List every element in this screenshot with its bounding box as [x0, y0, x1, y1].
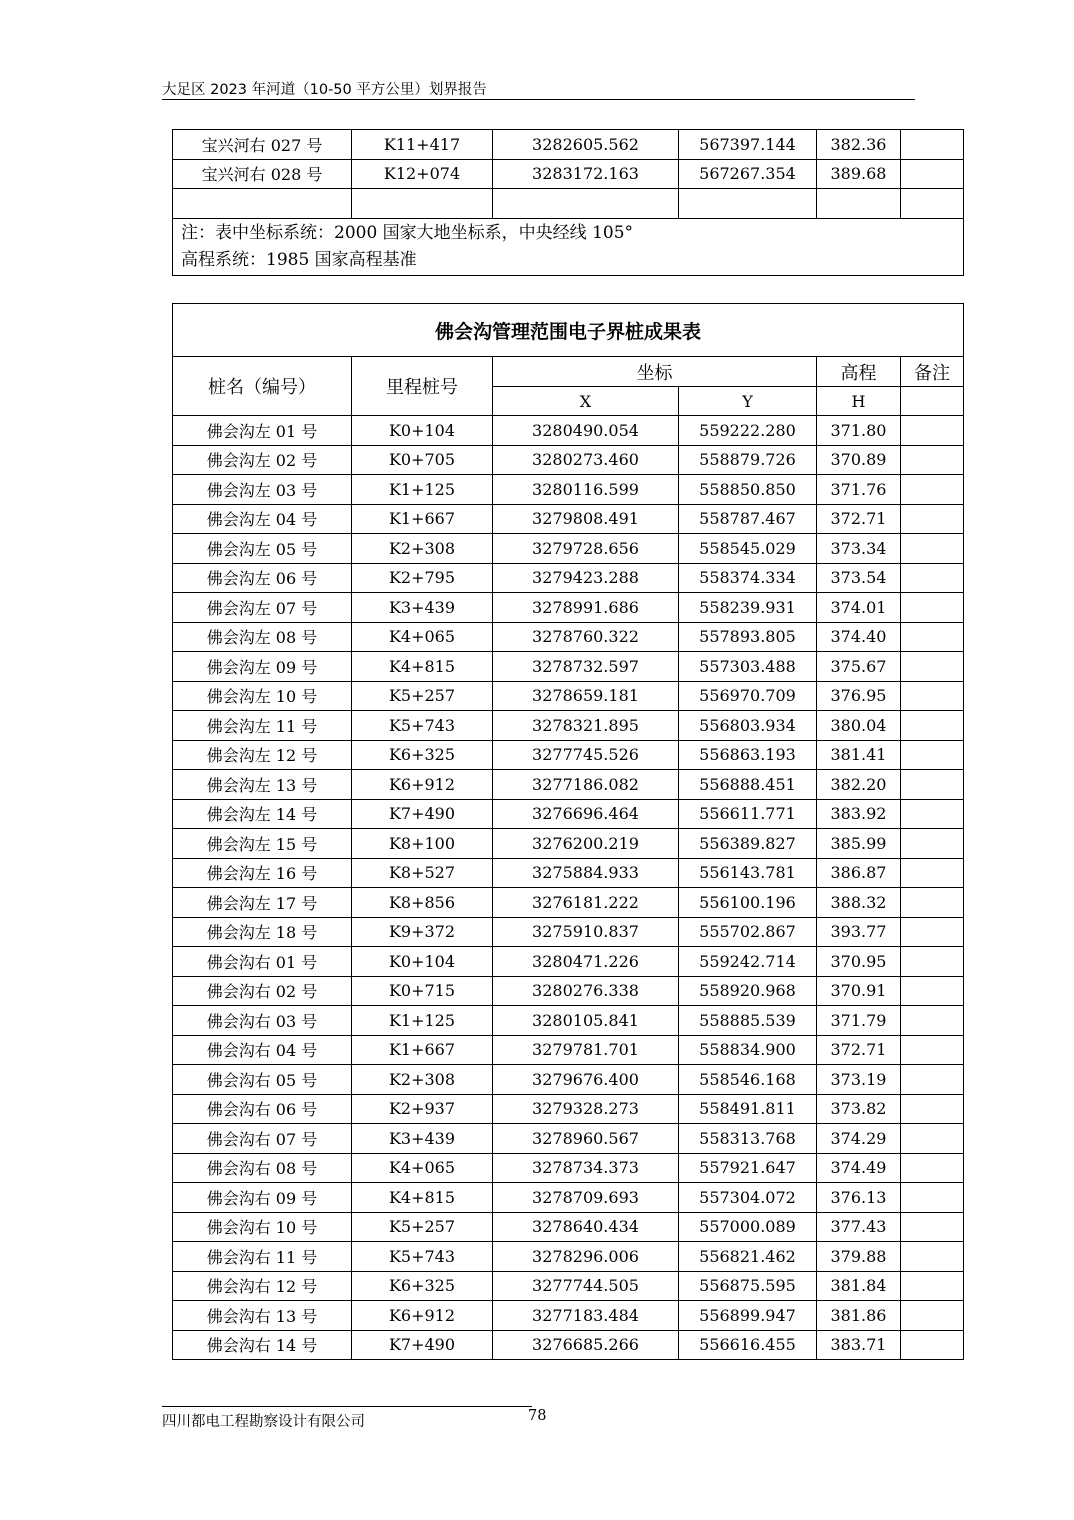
table-cell: K5+257	[352, 1212, 493, 1242]
table-cell: 3280105.841	[493, 1006, 679, 1036]
table-cell: K3+439	[352, 593, 493, 623]
table-cell: 佛会沟右 10 号	[173, 1212, 352, 1242]
table-cell: 3279328.273	[493, 1094, 679, 1124]
table-cell: 374.40	[817, 622, 901, 652]
table-cell: K3+439	[352, 1124, 493, 1154]
header-coordinate: 坐标	[493, 357, 817, 387]
table-cell	[901, 563, 964, 593]
table-cell: 3276696.464	[493, 799, 679, 829]
table-cell: 556143.781	[679, 858, 817, 888]
table-cell	[901, 159, 964, 189]
table-cell: 557000.089	[679, 1212, 817, 1242]
table-cell: 3278734.373	[493, 1153, 679, 1183]
table-cell: 567267.354	[679, 159, 817, 189]
table-row	[173, 1065, 964, 1095]
table-cell: 558545.029	[679, 534, 817, 564]
table-cell	[901, 858, 964, 888]
header-remark: 备注	[901, 357, 964, 387]
table-row	[173, 1094, 964, 1124]
page-number: 78	[528, 1408, 547, 1424]
table-cell: K2+937	[352, 1094, 493, 1124]
table-cell: 佛会沟右 08 号	[173, 1153, 352, 1183]
table-row	[173, 711, 964, 741]
table-cell: K7+490	[352, 799, 493, 829]
table-cell	[173, 189, 352, 219]
table-cell: K8+527	[352, 858, 493, 888]
table-cell: 3278760.322	[493, 622, 679, 652]
header-mileage: 里程桩号	[352, 357, 493, 416]
table-row	[173, 1035, 964, 1065]
table-cell: 556970.709	[679, 681, 817, 711]
table-cell: 佛会沟右 07 号	[173, 1124, 352, 1154]
table-row	[173, 888, 964, 918]
table-cell: 559222.280	[679, 416, 817, 446]
table-cell: 佛会沟左 09 号	[173, 652, 352, 682]
table-cell: K12+074	[352, 159, 493, 189]
table-cell: 556389.827	[679, 829, 817, 859]
table-cell	[901, 947, 964, 977]
table-cell: 3278321.895	[493, 711, 679, 741]
table-cell: 556803.934	[679, 711, 817, 741]
table-cell	[901, 976, 964, 1006]
table-cell: 3280471.226	[493, 947, 679, 977]
table-cell: K1+125	[352, 475, 493, 505]
table-row	[173, 681, 964, 711]
table-cell: 386.87	[817, 858, 901, 888]
table-cell: 佛会沟左 06 号	[173, 563, 352, 593]
table-cell: 558787.467	[679, 504, 817, 534]
table-cell: 373.54	[817, 563, 901, 593]
table-cell: 388.32	[817, 888, 901, 918]
table-cell	[901, 504, 964, 534]
footer-company: 四川都电工程勘察设计有限公司	[162, 1414, 365, 1430]
table-cell: 佛会沟右 05 号	[173, 1065, 352, 1095]
table-cell	[901, 1183, 964, 1213]
table-cell: 3276685.266	[493, 1330, 679, 1360]
table-cell: 3278991.686	[493, 593, 679, 623]
table-cell: 370.89	[817, 445, 901, 475]
table-cell: 3280116.599	[493, 475, 679, 505]
table-cell: 373.82	[817, 1094, 901, 1124]
table-cell: K0+104	[352, 947, 493, 977]
table-cell: 557304.072	[679, 1183, 817, 1213]
table-cell: 558850.850	[679, 475, 817, 505]
table-cell: 382.20	[817, 770, 901, 800]
table-cell: K5+257	[352, 681, 493, 711]
table-cell: K4+065	[352, 622, 493, 652]
boundary-pile-table-body	[173, 416, 964, 1360]
table-row	[173, 1330, 964, 1360]
table-cell: 3278296.006	[493, 1242, 679, 1272]
table-cell: 3278659.181	[493, 681, 679, 711]
table-cell: K6+912	[352, 1301, 493, 1331]
header-divider	[162, 99, 915, 100]
table-cell	[901, 770, 964, 800]
table-cell: 556863.193	[679, 740, 817, 770]
continued-table	[172, 129, 964, 276]
table-cell: K1+125	[352, 1006, 493, 1036]
table-title: 佛会沟管理范围电子界桩成果表	[173, 304, 964, 357]
table-cell: 3276181.222	[493, 888, 679, 918]
table-cell: 559242.714	[679, 947, 817, 977]
table-cell: 385.99	[817, 829, 901, 859]
table-row	[173, 475, 964, 505]
table-cell: 555702.867	[679, 917, 817, 947]
table-cell: 3278709.693	[493, 1183, 679, 1213]
table-cell: 佛会沟左 10 号	[173, 681, 352, 711]
table-cell: K9+372	[352, 917, 493, 947]
table-cell: 556888.451	[679, 770, 817, 800]
table-row	[173, 652, 964, 682]
table-cell: 558239.931	[679, 593, 817, 623]
table-cell	[901, 1301, 964, 1331]
table-cell: 381.84	[817, 1271, 901, 1301]
table-cell: 佛会沟右 03 号	[173, 1006, 352, 1036]
table-cell: 3278732.597	[493, 652, 679, 682]
table-cell: 371.76	[817, 475, 901, 505]
table-cell: 3277183.484	[493, 1301, 679, 1331]
table-cell: 371.79	[817, 1006, 901, 1036]
table-cell: 佛会沟左 18 号	[173, 917, 352, 947]
table-cell	[901, 1065, 964, 1095]
table-cell: 3279676.400	[493, 1065, 679, 1095]
table-cell: 3275884.933	[493, 858, 679, 888]
table-row	[173, 1301, 964, 1331]
page-header-title: 大足区 2023 年河道（10-50 平方公里）划界报告	[162, 82, 487, 98]
table-cell	[901, 445, 964, 475]
table-cell: 371.80	[817, 416, 901, 446]
table-cell: 374.49	[817, 1153, 901, 1183]
table-cell: 380.04	[817, 711, 901, 741]
table-cell: 372.71	[817, 504, 901, 534]
table-cell: 374.29	[817, 1124, 901, 1154]
note-coordinate-system: 注：表中坐标系统：2000 国家大地坐标系，中央经线 105°	[181, 222, 634, 243]
table-cell: 383.92	[817, 799, 901, 829]
table-row	[173, 445, 964, 475]
table-cell: 3282605.562	[493, 130, 679, 160]
table-cell: 佛会沟右 11 号	[173, 1242, 352, 1272]
table-cell	[901, 622, 964, 652]
table-cell: 3275910.837	[493, 917, 679, 947]
table-cell: K8+856	[352, 888, 493, 918]
table-cell: K8+100	[352, 829, 493, 859]
table-cell: 556611.771	[679, 799, 817, 829]
table-cell: 383.71	[817, 1330, 901, 1360]
table-cell: 381.41	[817, 740, 901, 770]
table-cell	[901, 1153, 964, 1183]
table-cell: K0+705	[352, 445, 493, 475]
table-cell: 3279781.701	[493, 1035, 679, 1065]
table-cell	[817, 189, 901, 219]
table-cell: 558920.968	[679, 976, 817, 1006]
table-cell: 佛会沟右 01 号	[173, 947, 352, 977]
table-cell	[901, 917, 964, 947]
table-cell: 佛会沟右 12 号	[173, 1271, 352, 1301]
table-row	[173, 1153, 964, 1183]
table-cell: 3280490.054	[493, 416, 679, 446]
table-row	[173, 622, 964, 652]
table-row	[173, 416, 964, 446]
table-cell: 佛会沟左 13 号	[173, 770, 352, 800]
table-cell: K11+417	[352, 130, 493, 160]
table-cell: 556821.462	[679, 1242, 817, 1272]
table-cell: 558834.900	[679, 1035, 817, 1065]
table-cell	[901, 1212, 964, 1242]
table-cell: 佛会沟右 04 号	[173, 1035, 352, 1065]
table-cell: 佛会沟左 16 号	[173, 858, 352, 888]
table-row	[173, 770, 964, 800]
table-cell: 佛会沟左 03 号	[173, 475, 352, 505]
table-cell: 佛会沟左 12 号	[173, 740, 352, 770]
table-row	[173, 534, 964, 564]
table-cell	[901, 740, 964, 770]
table-cell: 佛会沟左 04 号	[173, 504, 352, 534]
table-cell	[901, 799, 964, 829]
table-cell: 389.68	[817, 159, 901, 189]
table-cell: 佛会沟右 06 号	[173, 1094, 352, 1124]
table-cell: 382.36	[817, 130, 901, 160]
table-cell: K6+325	[352, 740, 493, 770]
header-name: 桩名（编号）	[173, 357, 352, 416]
table-row	[173, 563, 964, 593]
table-cell	[901, 888, 964, 918]
table-row	[173, 858, 964, 888]
table-cell	[901, 1124, 964, 1154]
table-cell: 佛会沟左 14 号	[173, 799, 352, 829]
table-cell: K6+912	[352, 770, 493, 800]
table-cell	[901, 189, 964, 219]
table-cell: K0+715	[352, 976, 493, 1006]
table-cell	[901, 652, 964, 682]
table-cell: 370.91	[817, 976, 901, 1006]
table-cell: 379.88	[817, 1242, 901, 1272]
table-cell	[901, 1035, 964, 1065]
table-cell: 558546.168	[679, 1065, 817, 1095]
header-h: H	[817, 387, 901, 416]
table-cell: K4+815	[352, 1183, 493, 1213]
table-cell: 557921.647	[679, 1153, 817, 1183]
table-cell	[901, 681, 964, 711]
table-cell: 佛会沟左 05 号	[173, 534, 352, 564]
table-cell: 3279728.656	[493, 534, 679, 564]
table-row	[173, 1183, 964, 1213]
table-cell: 374.01	[817, 593, 901, 623]
table-row	[173, 799, 964, 829]
table-row	[173, 504, 964, 534]
header-y: Y	[679, 387, 817, 416]
table-cell: 宝兴河右 027 号	[173, 130, 352, 160]
table-cell: 558879.726	[679, 445, 817, 475]
table-cell: K4+815	[352, 652, 493, 682]
table-cell	[493, 189, 679, 219]
table-cell: K6+325	[352, 1271, 493, 1301]
table-note	[173, 218, 964, 275]
table-row	[173, 1006, 964, 1036]
table-cell: K2+308	[352, 1065, 493, 1095]
table-cell: 3283172.163	[493, 159, 679, 189]
header-elevation: 高程	[817, 357, 901, 387]
table-cell: 佛会沟左 08 号	[173, 622, 352, 652]
table-cell: 佛会沟右 09 号	[173, 1183, 352, 1213]
table-cell: 557893.805	[679, 622, 817, 652]
footer-divider	[162, 1406, 532, 1407]
table-row	[173, 1124, 964, 1154]
table-cell: 556616.455	[679, 1330, 817, 1360]
table-cell	[901, 130, 964, 160]
table-cell: K2+308	[352, 534, 493, 564]
table-cell: 567397.144	[679, 130, 817, 160]
table-cell: 376.13	[817, 1183, 901, 1213]
table-cell	[901, 1242, 964, 1272]
table-cell: 3278640.434	[493, 1212, 679, 1242]
table-cell: 3279808.491	[493, 504, 679, 534]
table-row	[173, 947, 964, 977]
table-cell: 558885.539	[679, 1006, 817, 1036]
table-cell	[901, 1271, 964, 1301]
header-remark-sub	[901, 387, 964, 416]
table-cell	[901, 1094, 964, 1124]
table-cell: 372.71	[817, 1035, 901, 1065]
table-cell	[901, 1330, 964, 1360]
table-row	[173, 159, 964, 189]
table-row	[173, 593, 964, 623]
table-cell: 558374.334	[679, 563, 817, 593]
table-row	[173, 740, 964, 770]
table-cell: 佛会沟左 07 号	[173, 593, 352, 623]
table-cell: 373.19	[817, 1065, 901, 1095]
continued-table-body	[173, 130, 964, 219]
table-row	[173, 917, 964, 947]
table-cell: 佛会沟左 17 号	[173, 888, 352, 918]
table-cell: 3280273.460	[493, 445, 679, 475]
table-cell	[901, 475, 964, 505]
table-cell: 381.86	[817, 1301, 901, 1331]
table-row	[173, 829, 964, 859]
table-cell: K7+490	[352, 1330, 493, 1360]
table-cell: 佛会沟右 13 号	[173, 1301, 352, 1331]
table-cell: 佛会沟右 02 号	[173, 976, 352, 1006]
header-x: X	[493, 387, 679, 416]
table-cell	[352, 189, 493, 219]
table-cell: 556899.947	[679, 1301, 817, 1331]
table-cell	[901, 593, 964, 623]
table-cell: K2+795	[352, 563, 493, 593]
table-cell: 3278960.567	[493, 1124, 679, 1154]
boundary-pile-table	[172, 303, 964, 1360]
table-cell: K4+065	[352, 1153, 493, 1183]
note-elevation-system: 高程系统：1985 国家高程基准	[181, 249, 417, 270]
table-cell: 3277745.526	[493, 740, 679, 770]
table-cell: 556100.196	[679, 888, 817, 918]
table-row	[173, 1271, 964, 1301]
table-cell: 373.34	[817, 534, 901, 564]
table-cell: 377.43	[817, 1212, 901, 1242]
table-cell: 376.95	[817, 681, 901, 711]
table-cell: 558313.768	[679, 1124, 817, 1154]
table-cell: 佛会沟右 14 号	[173, 1330, 352, 1360]
table-cell: 佛会沟左 02 号	[173, 445, 352, 475]
table-row	[173, 130, 964, 160]
table-row	[173, 189, 964, 219]
table-cell: 558491.811	[679, 1094, 817, 1124]
table-cell: 3277744.505	[493, 1271, 679, 1301]
table-row	[173, 1242, 964, 1272]
table-cell: 557303.488	[679, 652, 817, 682]
table-cell: 375.67	[817, 652, 901, 682]
table-cell: K1+667	[352, 1035, 493, 1065]
table-cell: K0+104	[352, 416, 493, 446]
table-row	[173, 1212, 964, 1242]
table-cell: 3277186.082	[493, 770, 679, 800]
table-cell: 佛会沟左 11 号	[173, 711, 352, 741]
table-cell	[679, 189, 817, 219]
table-cell: 393.77	[817, 917, 901, 947]
table-cell: 佛会沟左 01 号	[173, 416, 352, 446]
table-cell: 3280276.338	[493, 976, 679, 1006]
table-cell	[901, 711, 964, 741]
table-cell: K5+743	[352, 711, 493, 741]
table-cell: 佛会沟左 15 号	[173, 829, 352, 859]
table-cell: 370.95	[817, 947, 901, 977]
table-cell	[901, 829, 964, 859]
table-cell: 3279423.288	[493, 563, 679, 593]
table-cell	[901, 416, 964, 446]
table-cell	[901, 1006, 964, 1036]
table-cell	[901, 534, 964, 564]
table-cell: 宝兴河右 028 号	[173, 159, 352, 189]
table-cell: K5+743	[352, 1242, 493, 1272]
table-cell: 3276200.219	[493, 829, 679, 859]
table-cell: K1+667	[352, 504, 493, 534]
table-cell: 556875.595	[679, 1271, 817, 1301]
table-row	[173, 976, 964, 1006]
